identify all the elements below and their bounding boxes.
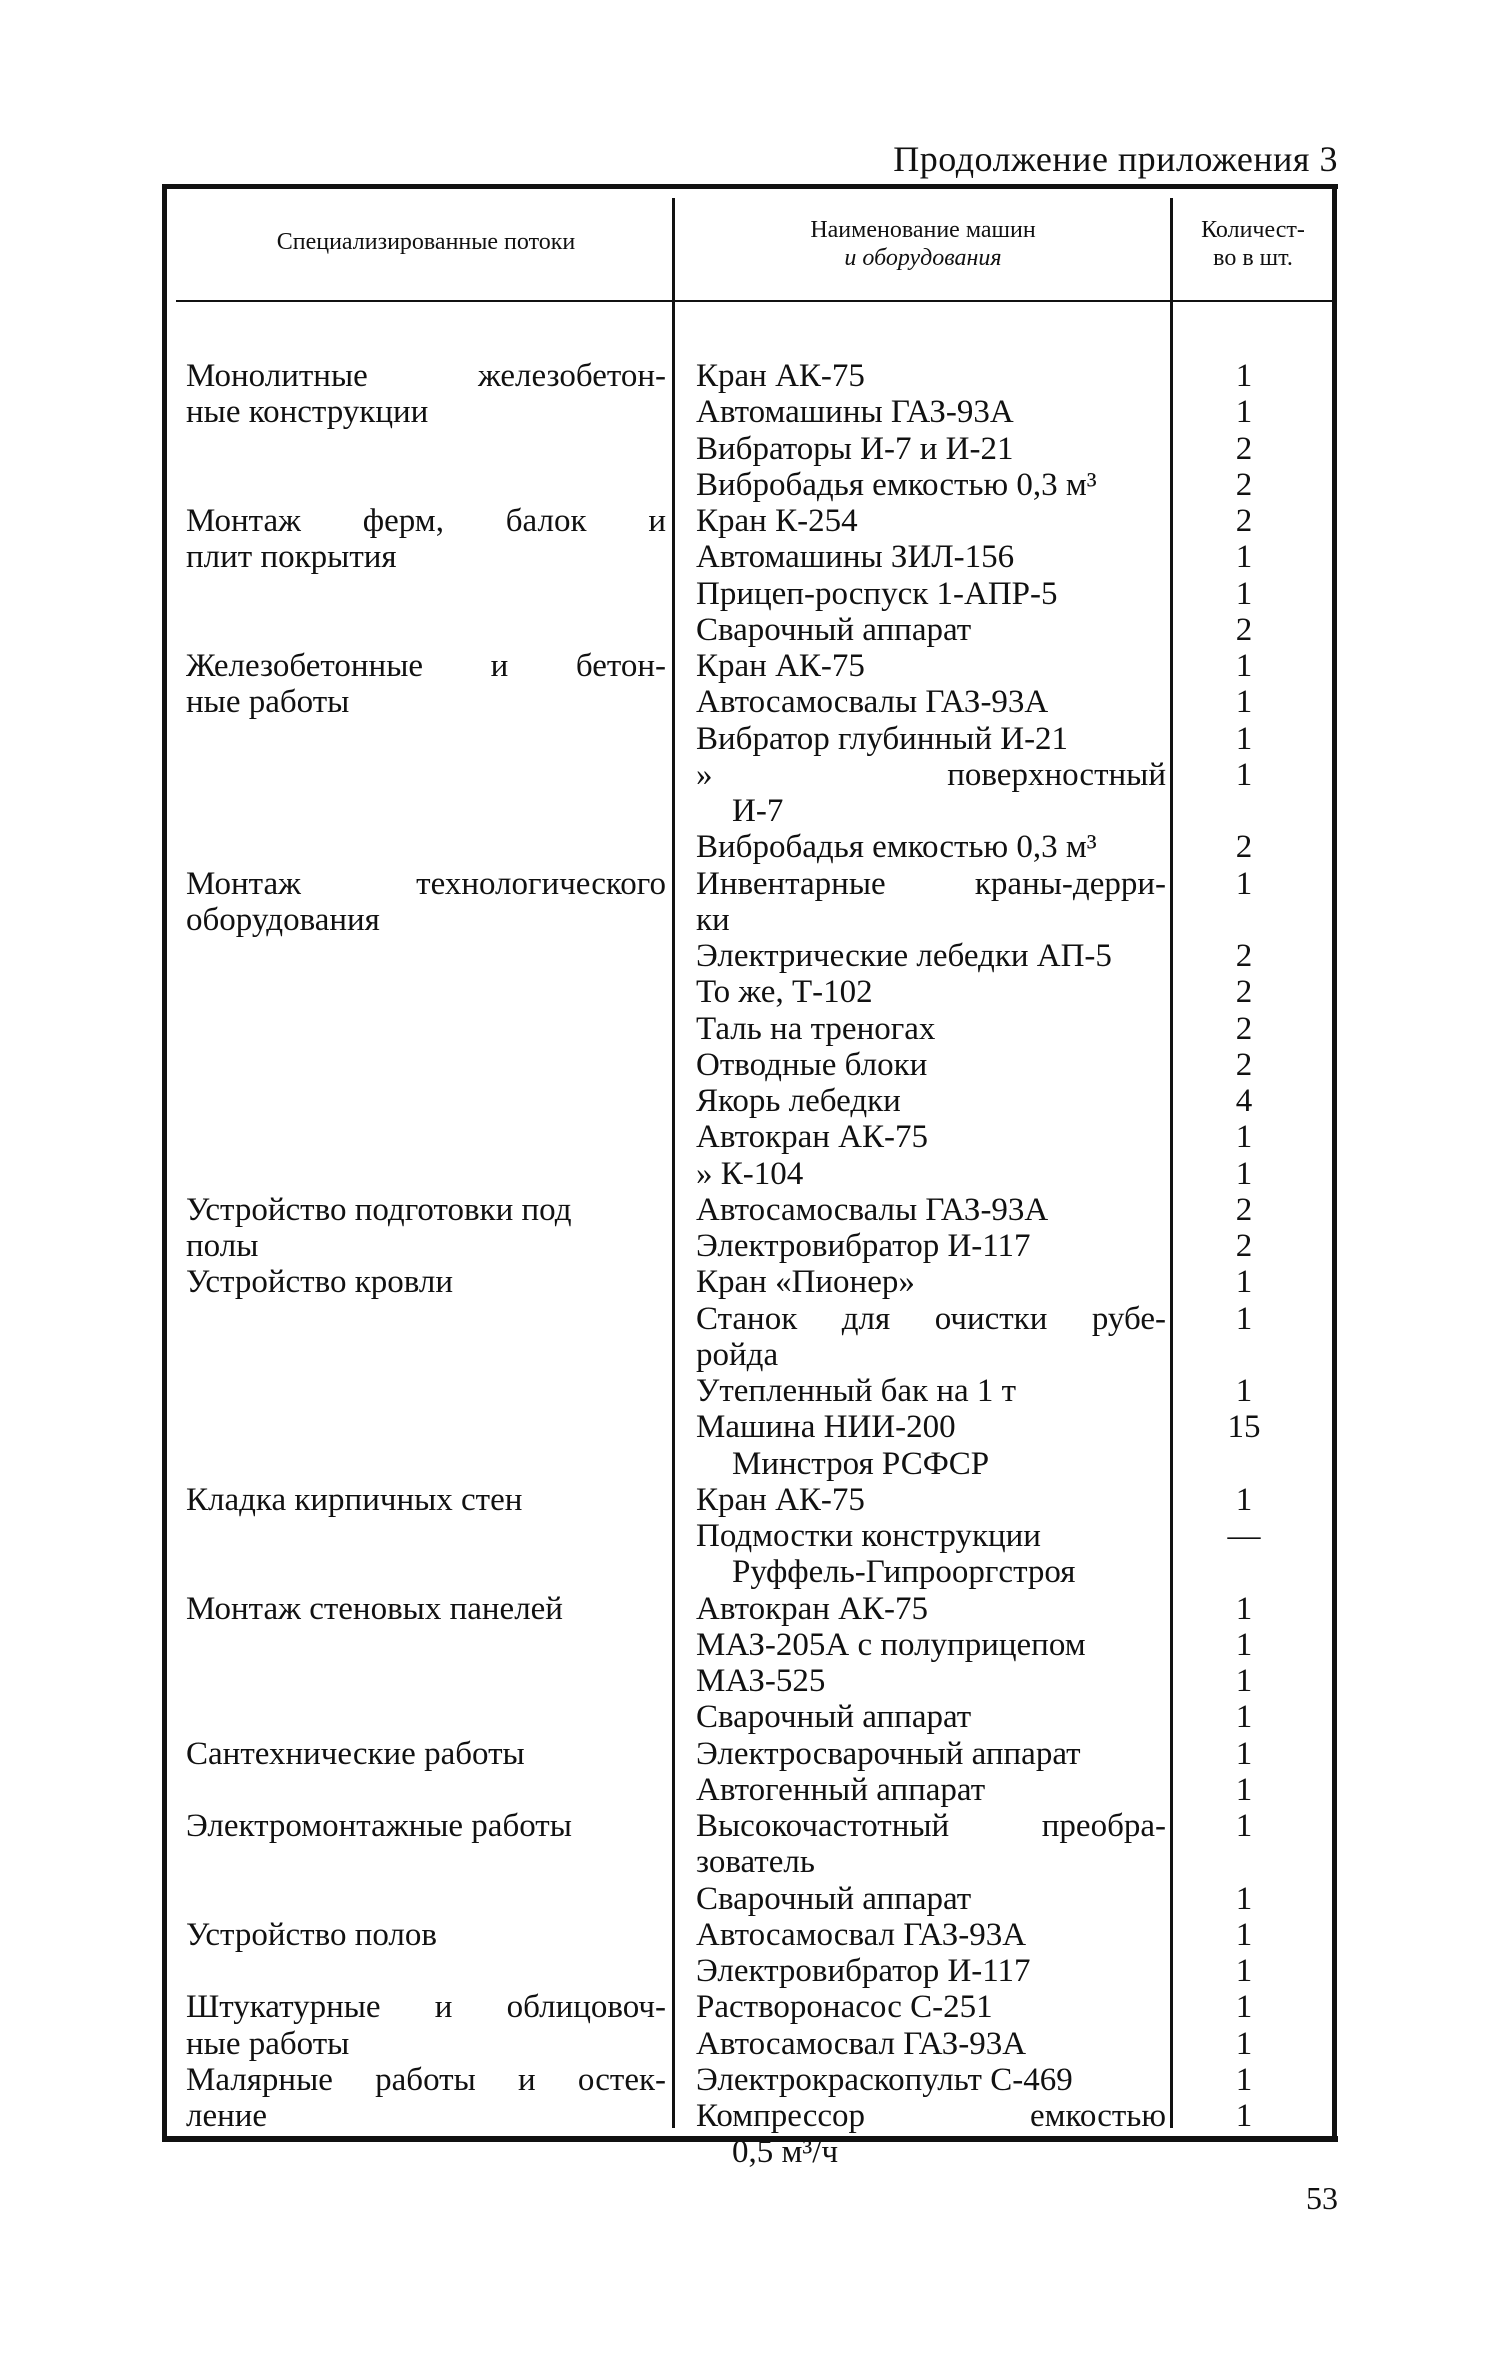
cell-machine: 0,5 м³/ч xyxy=(732,2134,839,2171)
header-separator-rule xyxy=(176,300,1336,302)
cell-machine: Вибратор глубинный И-21 xyxy=(696,720,1069,757)
table-row xyxy=(166,431,1338,467)
table-row xyxy=(166,1337,1338,1373)
table-row xyxy=(166,1917,1338,1953)
cell-quantity: 2 xyxy=(1235,1046,1253,1083)
table-row xyxy=(166,1881,1338,1917)
cell-machine: Инвентарные краны-дерри- xyxy=(696,865,1166,902)
cell-machine: » К-104 xyxy=(696,1155,804,1192)
cell-quantity: 1 xyxy=(1235,1373,1253,1409)
cell-quantity: 1 xyxy=(1235,2025,1253,2062)
table-row xyxy=(166,1083,1338,1119)
cell-machine: Электровибратор И-117 xyxy=(696,1228,1031,1264)
cell-quantity: 1 xyxy=(1235,358,1253,394)
cell-machine: Кран АК-75 xyxy=(696,648,865,684)
table-row xyxy=(166,866,1338,902)
cell-machine: Электросварочный аппарат xyxy=(696,1735,1081,1772)
cell-machine: ки xyxy=(696,901,730,938)
cell-machine: Якорь лебедки xyxy=(696,1083,901,1119)
table-row xyxy=(166,358,1338,394)
table-row xyxy=(166,1554,1338,1590)
cell-stream: Малярные работы и остек- xyxy=(186,2061,666,2098)
cell-machine: Минстроя РСФСР xyxy=(732,1445,990,1482)
table-row xyxy=(166,612,1338,648)
table-row xyxy=(166,1011,1338,1047)
cell-machine: Автосамосвал ГАЗ-93А xyxy=(696,1916,1027,1953)
table-row xyxy=(166,2134,1338,2170)
cell-quantity: 2 xyxy=(1235,503,1253,539)
cell-machine: Таль на треногах xyxy=(696,1010,936,1047)
table-row xyxy=(166,1808,1338,1844)
table-row xyxy=(166,1699,1338,1735)
page-number: 53 xyxy=(1306,2180,1338,2216)
table-row xyxy=(166,2062,1338,2098)
cell-quantity: 4 xyxy=(1235,1083,1253,1119)
cell-machine: Утепленный бак на 1 т xyxy=(696,1373,1017,1409)
cell-quantity: 1 xyxy=(1235,1300,1253,1337)
cell-quantity: 15 xyxy=(1227,1409,1261,1446)
cell-machine: Подмостки конструкции xyxy=(696,1518,1041,1554)
cell-stream: Штукатурные и облицовоч- xyxy=(186,1989,666,2026)
table-row xyxy=(166,576,1338,612)
continuation-header: Продолжение приложения 3 xyxy=(893,139,1338,179)
cell-quantity: 2 xyxy=(1235,430,1253,467)
cell-machine: Растворонасос С-251 xyxy=(696,1989,993,2026)
cell-stream: Устройство кровли xyxy=(186,1264,454,1301)
cell-stream: ные конструкции xyxy=(186,394,429,431)
cell-machine: Электровибратор И-117 xyxy=(696,1953,1031,1989)
table-row xyxy=(166,1156,1338,1192)
cell-machine: То же, Т-102 xyxy=(696,974,873,1011)
table-row xyxy=(166,539,1338,575)
cell-quantity: 1 xyxy=(1235,394,1253,431)
cell-quantity: 1 xyxy=(1235,1953,1253,1989)
cell-quantity: 1 xyxy=(1235,1663,1253,1699)
table-row xyxy=(166,2026,1338,2062)
table-row xyxy=(166,1409,1338,1445)
table-row xyxy=(166,1446,1338,1482)
table-row xyxy=(166,503,1338,539)
cell-quantity: 2 xyxy=(1235,611,1253,648)
cell-quantity: 1 xyxy=(1235,684,1253,721)
table-row xyxy=(166,721,1338,757)
cell-stream: Электромонтажные работы xyxy=(186,1808,572,1844)
cell-machine: Электрокраскопульт С-469 xyxy=(696,2061,1073,2098)
cell-stream: Кладка кирпичных стен xyxy=(186,1481,523,1518)
cell-machine: Сварочный аппарат xyxy=(696,1699,972,1736)
cell-stream: Устройство подготовки под xyxy=(186,1191,572,1228)
cell-stream: ные работы xyxy=(186,684,350,721)
cell-stream: Сантехнические работы xyxy=(186,1735,525,1772)
table-row xyxy=(166,1264,1338,1300)
cell-quantity: 1 xyxy=(1235,756,1253,793)
header-machines-line2: и оборудования xyxy=(844,245,1002,271)
table-top-rule xyxy=(166,184,1338,189)
cell-machine: Кран К-254 xyxy=(696,503,858,539)
table-row xyxy=(166,938,1338,974)
table-row xyxy=(166,1591,1338,1627)
header-streams: Специализированные потоки xyxy=(276,229,576,255)
table-row xyxy=(166,1844,1338,1880)
cell-quantity: 1 xyxy=(1235,1481,1253,1518)
table-row xyxy=(166,2098,1338,2134)
cell-quantity: 1 xyxy=(1235,720,1253,757)
cell-quantity: 1 xyxy=(1235,2098,1253,2134)
cell-quantity: 2 xyxy=(1235,1191,1253,1228)
table-row xyxy=(166,1482,1338,1518)
cell-machine: И-7 xyxy=(732,793,784,829)
cell-quantity: 2 xyxy=(1235,1228,1253,1264)
table-row xyxy=(166,757,1338,793)
table-row xyxy=(166,1953,1338,1989)
table-row xyxy=(166,1047,1338,1083)
cell-stream: Монолитные железобетон- xyxy=(186,358,666,394)
cell-stream: ление xyxy=(186,2098,268,2134)
cell-quantity: 1 xyxy=(1235,1735,1253,1772)
cell-stream: Железобетонные и бетон- xyxy=(186,648,666,684)
table-row xyxy=(166,974,1338,1010)
cell-machine: МАЗ-525 xyxy=(696,1663,826,1699)
cell-quantity: 1 xyxy=(1235,865,1253,902)
cell-quantity: 1 xyxy=(1235,1155,1253,1192)
cell-machine: Автокран АК-75 xyxy=(696,1119,928,1156)
cell-machine: Автосамосвалы ГАЗ-93А xyxy=(696,684,1049,721)
cell-stream: оборудования xyxy=(186,901,380,938)
table-row xyxy=(166,1663,1338,1699)
table-row xyxy=(166,1518,1338,1554)
cell-machine: Автокран АК-75 xyxy=(696,1590,928,1627)
equipment-table xyxy=(166,184,1338,2171)
table-row xyxy=(166,793,1338,829)
cell-machine: Автосамосвал ГАЗ-93А xyxy=(696,2025,1027,2062)
cell-machine: Автогенный аппарат xyxy=(696,1771,986,1808)
header-machines xyxy=(676,216,1170,272)
cell-machine: Вибробадья емкостью 0,3 м³ xyxy=(696,466,1097,503)
cell-stream: Монтаж стеновых панелей xyxy=(186,1590,563,1627)
table-row xyxy=(166,684,1338,720)
cell-machine: Вибробадья емкостью 0,3 м³ xyxy=(696,829,1097,866)
cell-quantity: 2 xyxy=(1235,466,1253,503)
cell-stream: ные работы xyxy=(186,2025,350,2062)
cell-machine: » поверхностный xyxy=(696,756,1166,793)
cell-stream: Монтаж технологического xyxy=(186,865,666,902)
cell-machine: Электрические лебедки АП-5 xyxy=(696,938,1112,974)
table-row xyxy=(166,648,1338,684)
cell-machine: Вибраторы И-7 и И-21 xyxy=(696,430,1014,467)
cell-machine: Компрессор емкостью xyxy=(696,2098,1166,2134)
table-row xyxy=(166,1736,1338,1772)
cell-machine: зователь xyxy=(696,1844,815,1881)
cell-quantity: — xyxy=(1227,1518,1261,1554)
table-row xyxy=(166,1192,1338,1228)
cell-machine: Кран АК-75 xyxy=(696,1481,865,1518)
cell-quantity: 1 xyxy=(1235,1626,1253,1663)
cell-machine: Сварочный аппарат xyxy=(696,1880,972,1917)
cell-quantity: 1 xyxy=(1235,1916,1253,1953)
table-row xyxy=(166,1989,1338,2025)
cell-stream: полы xyxy=(186,1228,259,1264)
table-row xyxy=(166,1301,1338,1337)
table-row xyxy=(166,1627,1338,1663)
table-row xyxy=(166,1772,1338,1808)
cell-machine: Кран «Пионер» xyxy=(696,1264,915,1301)
cell-quantity: 1 xyxy=(1235,1119,1253,1156)
cell-stream: Устройство полов xyxy=(186,1916,437,1953)
table-row xyxy=(166,467,1338,503)
cell-quantity: 1 xyxy=(1235,1989,1253,2026)
cell-machine: Сварочный аппарат xyxy=(696,611,972,648)
cell-quantity: 1 xyxy=(1235,1771,1253,1808)
cell-machine: Автомашины ЗИЛ-156 xyxy=(696,539,1015,576)
cell-machine: Кран АК-75 xyxy=(696,358,865,394)
cell-machine: МАЗ-205А с полуприцепом xyxy=(696,1626,1086,1663)
cell-machine: Машина НИИ-200 xyxy=(696,1409,956,1446)
cell-stream: плит покрытия xyxy=(186,539,397,576)
cell-quantity: 1 xyxy=(1235,1590,1253,1627)
table-row xyxy=(166,394,1338,430)
cell-machine: ройда xyxy=(696,1336,779,1373)
cell-quantity: 2 xyxy=(1235,829,1253,866)
cell-machine: Прицеп-роспуск 1-АПР-5 xyxy=(696,575,1058,612)
cell-quantity: 1 xyxy=(1235,1699,1253,1736)
cell-machine: Руффель-Гипрооргстроя xyxy=(732,1554,1076,1591)
cell-stream: Монтаж ферм, балок и xyxy=(186,503,666,539)
cell-quantity: 2 xyxy=(1235,938,1253,974)
table-row xyxy=(166,1119,1338,1155)
table-row xyxy=(166,902,1338,938)
cell-machine: Отводные блоки xyxy=(696,1046,928,1083)
cell-machine: Станок для очистки рубе- xyxy=(696,1300,1166,1337)
table-row xyxy=(166,1373,1338,1409)
table-row xyxy=(166,1228,1338,1264)
cell-quantity: 1 xyxy=(1235,1808,1253,1844)
cell-machine: Автосамосвалы ГАЗ-93А xyxy=(696,1191,1049,1228)
cell-quantity: 1 xyxy=(1235,1264,1253,1301)
cell-quantity: 1 xyxy=(1235,2061,1253,2098)
cell-quantity: 1 xyxy=(1235,575,1253,612)
header-quantity-line2: во в шт. xyxy=(1213,245,1293,271)
cell-quantity: 1 xyxy=(1235,1880,1253,1917)
cell-quantity: 2 xyxy=(1235,1010,1253,1047)
header-machines-line1: Наименование машин xyxy=(810,217,1036,243)
header-quantity-line1: Количест- xyxy=(1201,217,1305,243)
cell-machine: Автомашины ГАЗ-93А xyxy=(696,394,1014,431)
table-row xyxy=(166,829,1338,865)
cell-quantity: 1 xyxy=(1235,539,1253,576)
cell-quantity: 1 xyxy=(1235,648,1253,684)
cell-quantity: 2 xyxy=(1235,974,1253,1011)
header-quantity xyxy=(1174,216,1332,272)
cell-machine: Высокочастотный преобра- xyxy=(696,1808,1166,1844)
